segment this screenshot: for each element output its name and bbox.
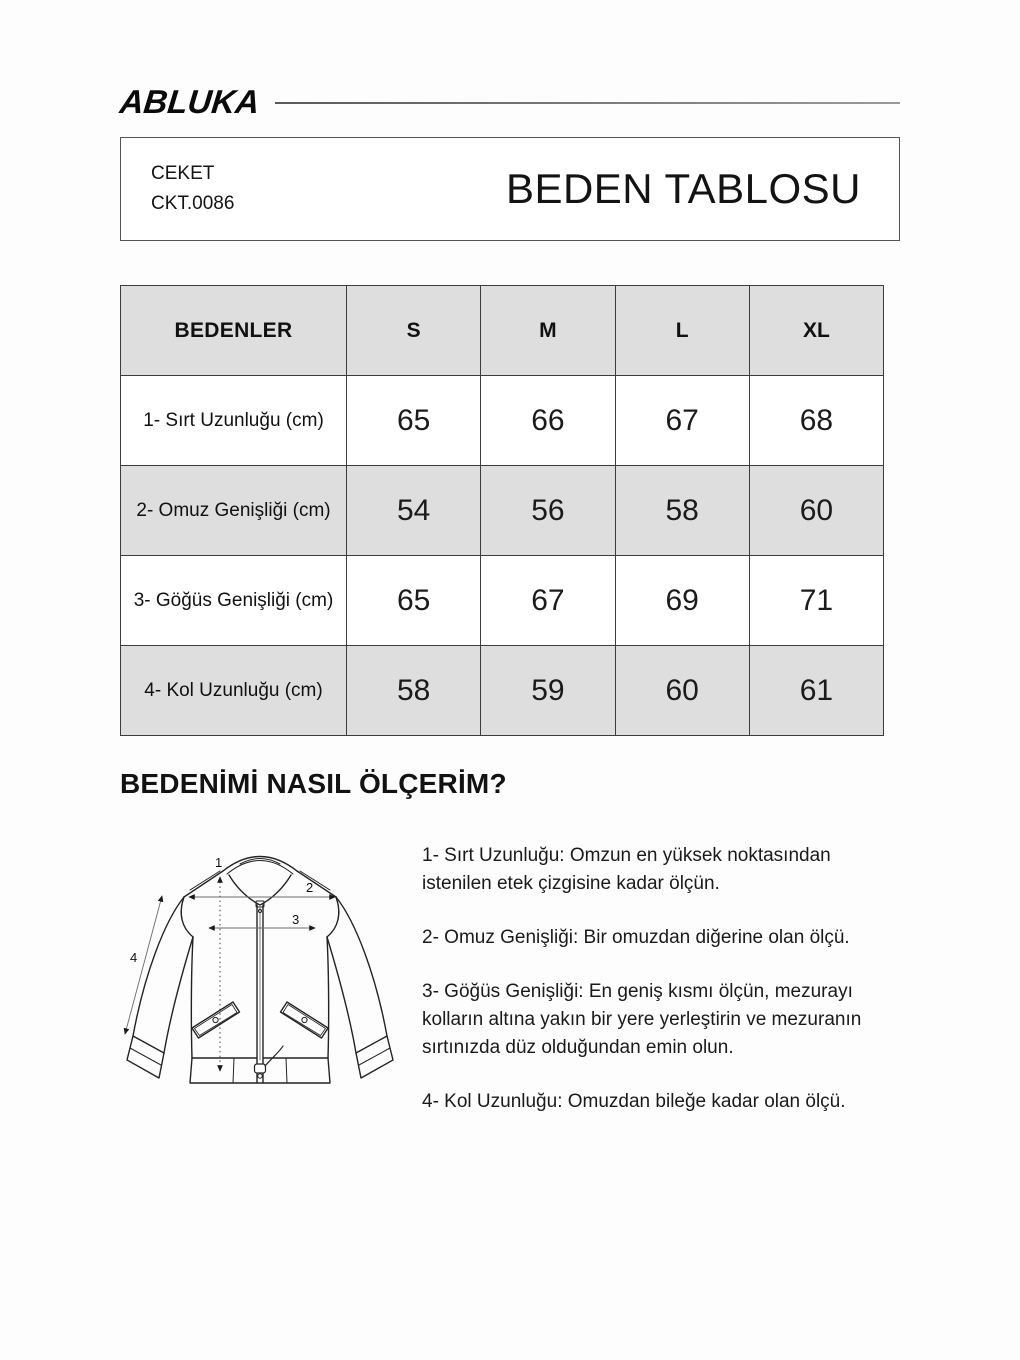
column-header-bedenler: BEDENLER	[121, 286, 347, 376]
size-value: 65	[347, 556, 481, 646]
page-title: BEDEN TABLOSU	[505, 165, 861, 212]
size-value: 69	[615, 556, 749, 646]
logo-divider-line	[275, 102, 900, 104]
product-meta	[151, 159, 234, 219]
measurement-instructions	[422, 840, 900, 1115]
jacket-line-drawing-icon	[120, 840, 420, 1110]
size-value: 56	[481, 466, 615, 556]
size-value: 65	[347, 376, 481, 466]
row-label-kol-uzunlugu: 4- Kol Uzunluğu (cm)	[121, 646, 347, 736]
size-value: 58	[347, 646, 481, 736]
product-code: CKT.0086	[151, 193, 235, 214]
size-value: 61	[749, 646, 883, 736]
diagram-label-1: 1	[215, 855, 223, 870]
table-row	[121, 646, 884, 736]
row-label-sirt-uzunlugu: 1- Sırt Uzunluğu (cm)	[121, 376, 347, 466]
diagram-label-3: 3	[292, 912, 300, 927]
diagram-label-4: 4	[130, 950, 138, 965]
size-value: 58	[615, 466, 749, 556]
title-box	[120, 137, 900, 241]
instruction-omuz-genisligi: 2- Omuz Genişliği: Bir omuzdan diğerine olan ölçü.	[422, 926, 850, 948]
size-value: 71	[749, 556, 883, 646]
size-table	[120, 285, 884, 736]
instruction-sirt-uzunlugu: 1- Sırt Uzunluğu: Omzun en yüksek noktasından istenilen etek çizgisine kadar ölçün.	[422, 845, 831, 894]
instruction-kol-uzunlugu: 4- Kol Uzunluğu: Omuzdan bileğe kadar olan ölçü.	[422, 1090, 846, 1112]
jacket-measurement-diagram	[120, 840, 422, 1115]
size-value: 68	[749, 376, 883, 466]
table-row	[121, 466, 884, 556]
column-header-xl: XL	[749, 286, 883, 376]
size-value: 59	[481, 646, 615, 736]
instruction-gogus-genisligi: 3- Göğüs Genişliği: En geniş kısmı ölçün, mezurayı kolların altına yakın bir yere yerleştirin ve mezuranın sırtınızda düz olduğundan emin olun.	[422, 980, 862, 1058]
row-label-gogus-genisligi: 3- Göğüs Genişliği (cm)	[121, 556, 347, 646]
column-header-s: S	[347, 286, 481, 376]
measure-line-4	[125, 896, 162, 1034]
brand-header	[120, 85, 900, 119]
diagram-label-2: 2	[306, 880, 314, 895]
how-to-measure-heading: BEDENİMİ NASIL ÖLÇERİM?	[120, 768, 507, 799]
size-value: 54	[347, 466, 481, 556]
row-label-omuz-genisligi: 2- Omuz Genişliği (cm)	[121, 466, 347, 556]
column-header-m: M	[481, 286, 615, 376]
product-type: CEKET	[151, 163, 215, 184]
table-row	[121, 376, 884, 466]
size-value: 66	[481, 376, 615, 466]
brand-logo: ABLUKA	[118, 83, 262, 120]
size-value: 67	[481, 556, 615, 646]
size-value: 60	[749, 466, 883, 556]
size-value: 67	[615, 376, 749, 466]
table-row	[121, 556, 884, 646]
table-header-row	[121, 286, 884, 376]
column-header-l: L	[615, 286, 749, 376]
size-value: 60	[615, 646, 749, 736]
how-to-measure-section	[120, 840, 900, 1115]
